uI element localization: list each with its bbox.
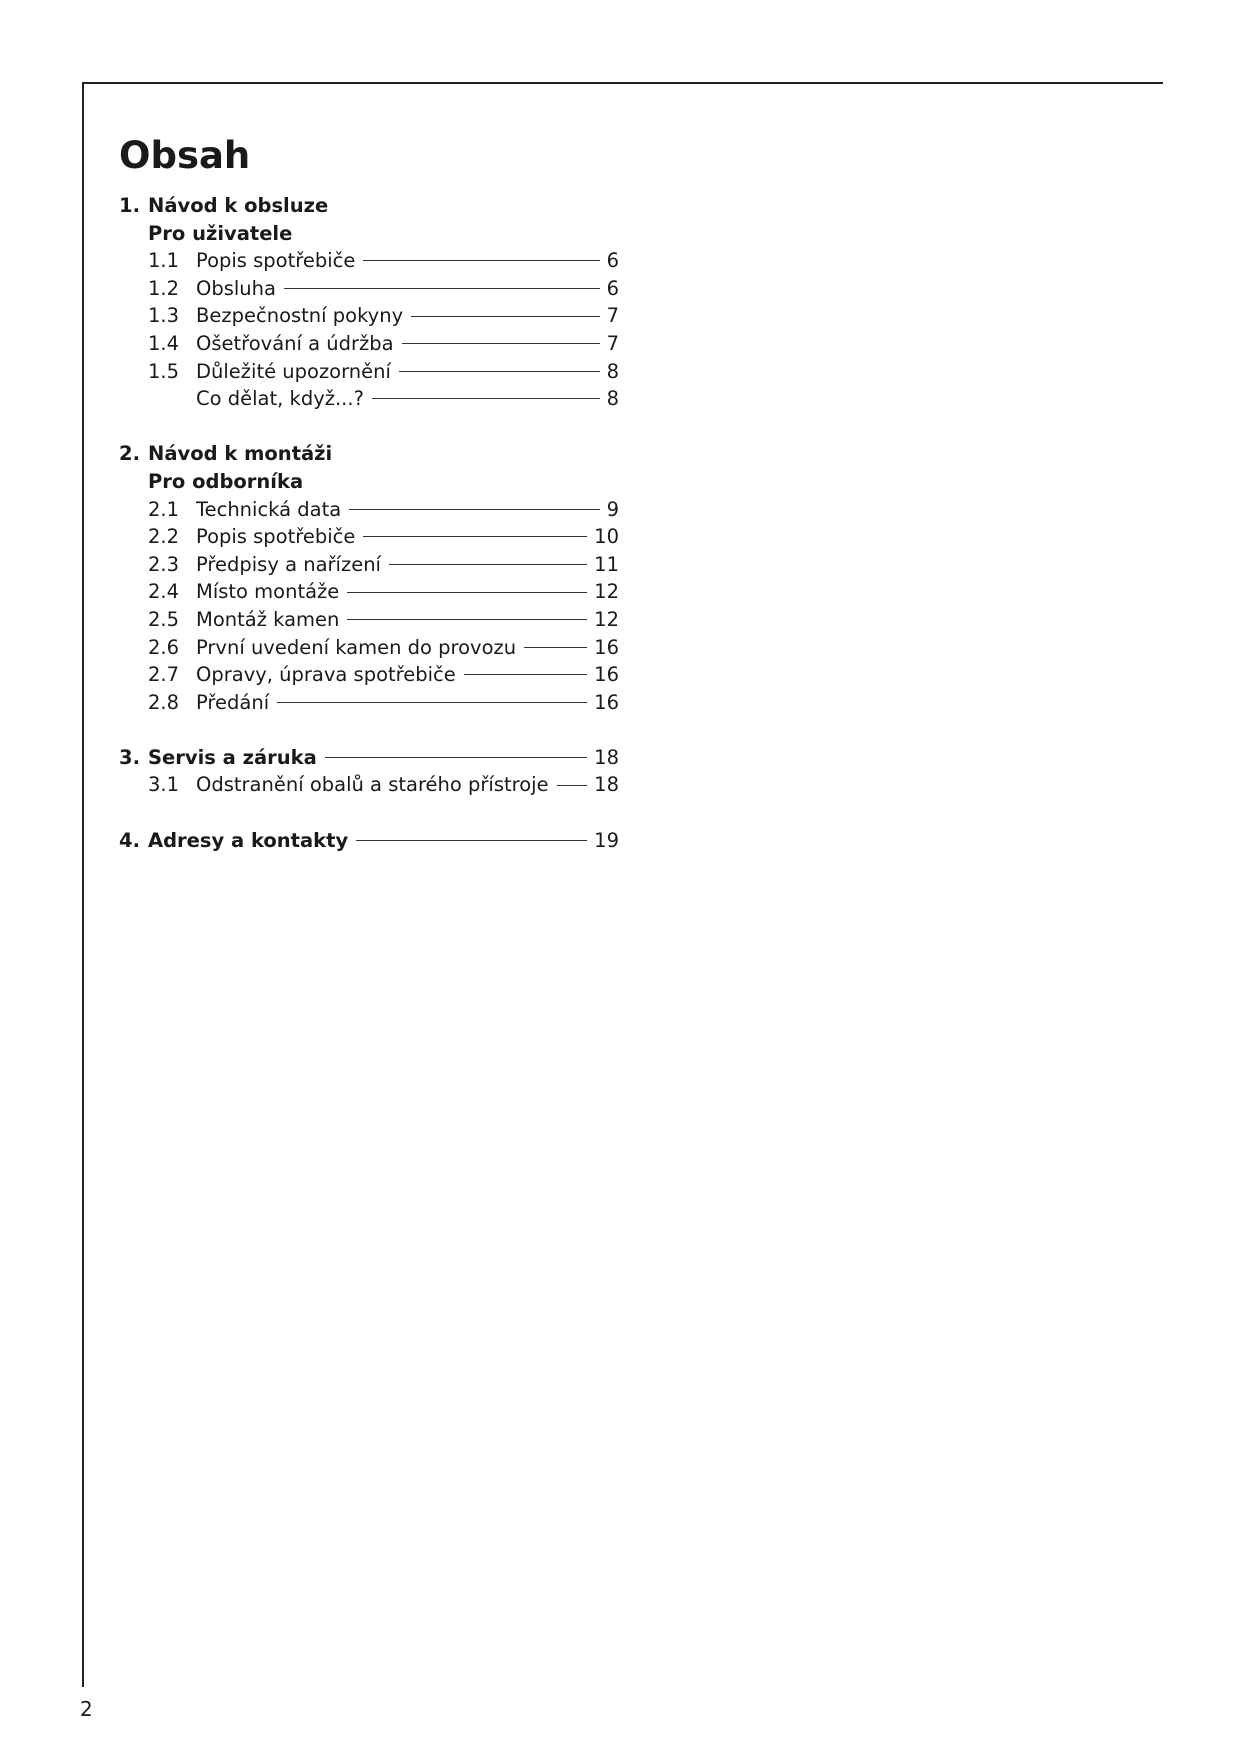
item-label: Opravy, úprava spotřebiče (196, 663, 456, 687)
leader-line (363, 260, 599, 261)
item-number: 1.4 (148, 331, 180, 355)
item-label: Předání (196, 690, 270, 714)
section-page-number: 18 (594, 745, 619, 769)
page-title: Obsah (119, 134, 251, 177)
toc-item-3-1[interactable] (119, 771, 619, 799)
item-number: 2.1 (148, 497, 180, 521)
leader-line (347, 592, 587, 593)
toc-section-2-audience: Pro odborníka (148, 469, 304, 493)
item-page-number: 16 (594, 663, 619, 687)
leader-line (557, 785, 588, 786)
item-page-number: 16 (594, 690, 619, 714)
item-label: Montáž kamen (196, 607, 340, 631)
section-page-number: 19 (594, 828, 619, 852)
toc-item-2-4[interactable] (119, 578, 619, 606)
item-page-number: 10 (594, 525, 619, 549)
item-number: 2.5 (148, 607, 180, 631)
toc-item-2-5[interactable] (119, 606, 619, 634)
leader-line (356, 840, 587, 841)
item-number: 2.4 (148, 580, 180, 604)
item-label: Ošetřování a údržba (196, 331, 394, 355)
item-page-number: 18 (594, 773, 619, 797)
page-number: 2 (80, 1697, 93, 1721)
section-number: 1. (119, 194, 140, 217)
item-label: První uvedení kamen do provozu (196, 635, 517, 659)
item-page-number: 8 (606, 387, 619, 411)
toc-item-2-1[interactable] (119, 496, 619, 524)
leader-line (347, 619, 587, 620)
item-number: 2.2 (148, 525, 180, 549)
toc-item-2-2[interactable] (119, 523, 619, 551)
item-number: 2.3 (148, 552, 180, 576)
leader-line (411, 316, 599, 317)
item-label: Odstranění obalů a starého přístroje (196, 773, 549, 797)
item-number: 2.6 (148, 635, 180, 659)
item-page-number: 7 (606, 304, 619, 328)
leader-line (524, 647, 587, 648)
leader-line (399, 371, 600, 372)
item-page-number: 8 (606, 359, 619, 383)
section-title: Návod k obsluze (148, 194, 329, 217)
item-page-number: 9 (606, 497, 619, 521)
item-label: Technická data (196, 497, 342, 521)
section-number: 4. (119, 828, 140, 852)
item-label: Předpisy a nařízení (196, 552, 381, 576)
item-page-number: 12 (594, 607, 619, 631)
item-label: Popis spotřebiče (196, 249, 356, 273)
item-page-number: 6 (606, 276, 619, 300)
item-page-number: 16 (594, 635, 619, 659)
item-label: Bezpečnostní pokyny (196, 304, 404, 328)
item-number: 1.2 (148, 276, 180, 300)
item-number: 1.5 (148, 359, 180, 383)
toc-section-3[interactable] (119, 744, 619, 772)
section-spacer (119, 799, 619, 827)
leader-line (372, 398, 600, 399)
item-label: Popis spotřebiče (196, 525, 356, 549)
item-number: 2.8 (148, 690, 180, 714)
toc-item-2-3[interactable] (119, 551, 619, 579)
item-label: Obsluha (196, 276, 276, 300)
leader-line (349, 509, 599, 510)
leader-line (325, 757, 587, 758)
section-number: 2. (119, 442, 140, 466)
leader-line (464, 674, 587, 675)
toc-item-2-8[interactable] (119, 689, 619, 717)
toc-item-2-6[interactable] (119, 634, 619, 662)
item-number: 1.3 (148, 304, 180, 328)
leader-line (389, 564, 587, 565)
toc-section-1[interactable] (119, 192, 619, 220)
section-title: Adresy a kontakty (148, 828, 349, 852)
item-number: 3.1 (148, 773, 180, 797)
toc-item-2-7[interactable] (119, 661, 619, 689)
toc-item-1-1[interactable] (119, 247, 619, 275)
item-label: Místo montáže (196, 580, 340, 604)
item-page-number: 11 (594, 552, 619, 576)
item-label: Důležité upozornění (196, 359, 391, 383)
leader-line (277, 702, 587, 703)
section-number: 3. (119, 745, 140, 769)
item-page-number: 6 (606, 249, 619, 273)
item-number: 1.1 (148, 249, 180, 273)
section-spacer (119, 413, 619, 441)
section-spacer (119, 716, 619, 744)
toc-item-1-4[interactable] (119, 330, 619, 358)
toc-item-1-3[interactable] (119, 302, 619, 330)
section-title: Návod k montáži (148, 442, 333, 466)
toc-section-1-audience: Pro uživatele (148, 221, 293, 245)
toc-item-1-5-troubleshooting[interactable] (119, 385, 619, 413)
toc-item-1-5[interactable] (119, 358, 619, 386)
item-number: 2.7 (148, 663, 180, 687)
leader-line (402, 343, 600, 344)
toc-item-1-2[interactable] (119, 275, 619, 303)
item-label: Co dělat, když...? (196, 387, 364, 411)
item-page-number: 12 (594, 580, 619, 604)
leader-line (363, 536, 587, 537)
toc-section-2[interactable] (119, 440, 619, 468)
frame-top-rule (82, 82, 1163, 84)
toc-section-4[interactable] (119, 827, 619, 855)
section-title: Servis a záruka (148, 745, 317, 769)
item-page-number: 7 (606, 331, 619, 355)
leader-line (284, 288, 600, 289)
table-of-contents (119, 192, 619, 854)
frame-left-rule (82, 82, 84, 1687)
